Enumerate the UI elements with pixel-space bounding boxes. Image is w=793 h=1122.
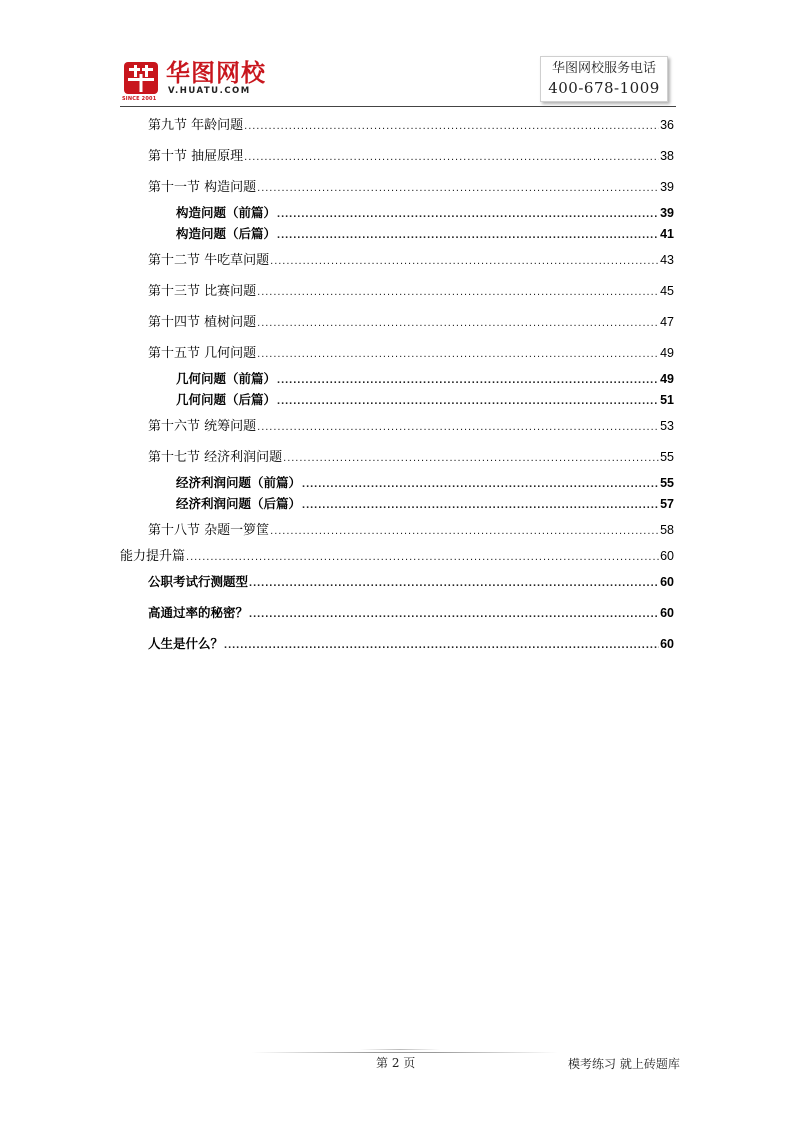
toc-entry-page: 60 xyxy=(660,637,674,651)
toc-entry[interactable] xyxy=(148,604,674,622)
toc-leader-dots xyxy=(277,226,659,244)
toc-leader-dots xyxy=(302,496,659,514)
toc-entry-title: 第十五节 几何问题 xyxy=(148,346,257,361)
header-divider xyxy=(120,106,676,107)
toc-entry-title: 几何问题（前篇） xyxy=(176,371,277,386)
toc-entry-title: 经济利润问题（前篇） xyxy=(176,475,302,490)
toc-entry-page: 60 xyxy=(660,606,674,620)
toc-entry-title: 构造问题（后篇） xyxy=(176,226,277,241)
logo-since-text: SINCE 2001 xyxy=(122,96,157,102)
toc-entry-page: 58 xyxy=(660,523,674,537)
toc-entry[interactable] xyxy=(148,448,674,466)
toc-entry[interactable] xyxy=(148,251,674,269)
toc-entry-page: 39 xyxy=(660,180,674,194)
toc-leader-dots xyxy=(244,148,659,166)
toc-entry[interactable] xyxy=(148,417,674,435)
toc-entry-page: 51 xyxy=(660,393,674,407)
toc-entry-title: 构造问题（前篇） xyxy=(176,205,277,220)
toc-entry-page: 53 xyxy=(660,419,674,433)
toc-entry[interactable] xyxy=(148,573,674,591)
toc-entry-title: 第十八节 杂题一箩筐 xyxy=(148,523,270,538)
toc-entry-page: 41 xyxy=(660,227,674,241)
footer-slogan: 模考练习 就上砖题库 xyxy=(568,1057,680,1071)
toc-entry[interactable] xyxy=(148,344,674,362)
toc-entry-title: 第十一节 构造问题 xyxy=(148,180,257,195)
toc-leader-dots xyxy=(257,418,659,436)
toc-leader-dots xyxy=(249,574,659,592)
service-hotline-box xyxy=(540,56,668,102)
toc-entry[interactable] xyxy=(148,147,674,165)
toc-entry-page: 57 xyxy=(660,497,674,511)
toc-entry[interactable] xyxy=(148,521,674,539)
toc-entry-title: 人生是什么？ xyxy=(148,636,224,651)
toc-leader-dots xyxy=(257,283,659,301)
toc-entry-title: 第十二节 牛吃草问题 xyxy=(148,253,270,268)
toc-subentry[interactable] xyxy=(176,204,674,222)
toc-entry-title: 第十节 抽屉原理 xyxy=(148,149,244,164)
toc-part-entry[interactable] xyxy=(120,547,674,565)
toc-entry-page: 47 xyxy=(660,315,674,329)
page-header xyxy=(0,0,793,110)
footer-decorative-line xyxy=(360,1049,440,1050)
toc-entry[interactable] xyxy=(148,313,674,331)
toc-subentry[interactable] xyxy=(176,370,674,388)
toc-leader-dots xyxy=(270,252,659,270)
toc-entry-page: 38 xyxy=(660,149,674,163)
toc-entry-page: 55 xyxy=(660,476,674,490)
toc-entry-title: 第十三节 比赛问题 xyxy=(148,284,257,299)
toc-entry-page: 39 xyxy=(660,206,674,220)
toc-leader-dots xyxy=(277,371,659,389)
toc-leader-dots xyxy=(257,179,659,197)
toc-entry[interactable] xyxy=(148,282,674,300)
toc-entry-page: 55 xyxy=(660,450,674,464)
toc-entry-page: 36 xyxy=(660,118,674,132)
toc-entry-title: 第十七节 经济利润问题 xyxy=(148,450,283,465)
toc-entry-page: 45 xyxy=(660,284,674,298)
toc-entry[interactable] xyxy=(148,635,674,653)
toc-entry-page: 49 xyxy=(660,372,674,386)
toc-leader-dots xyxy=(277,205,659,223)
toc-entry-title: 经济利润问题（后篇） xyxy=(176,496,302,511)
toc-leader-dots xyxy=(283,449,659,467)
logo-wordmark xyxy=(166,60,266,96)
toc-subentry[interactable] xyxy=(176,225,674,243)
toc-subentry[interactable] xyxy=(176,391,674,409)
toc-entry-page: 43 xyxy=(660,253,674,267)
toc-entry-page: 60 xyxy=(660,575,674,589)
toc-leader-dots xyxy=(257,345,659,363)
toc-entry-title: 公职考试行测题型 xyxy=(148,574,249,589)
toc-leader-dots xyxy=(186,548,659,566)
logo-url: V.HUATU.COM xyxy=(168,86,251,96)
toc-entry-title: 能力提升篇 xyxy=(120,549,186,564)
toc-entry[interactable] xyxy=(148,178,674,196)
toc-leader-dots xyxy=(257,314,659,332)
toc-leader-dots xyxy=(244,117,659,135)
toc-leader-dots xyxy=(249,605,659,623)
toc-entry-page: 60 xyxy=(660,549,674,563)
huatu-logo[interactable] xyxy=(122,60,266,102)
toc-entry-title: 高通过率的秘密？ xyxy=(148,605,249,620)
toc-entry-page: 49 xyxy=(660,346,674,360)
logo-chinese-name: 华图网校 xyxy=(166,59,266,87)
toc-entry-title: 几何问题（后篇） xyxy=(176,392,277,407)
toc-entry-title: 第十四节 植树问题 xyxy=(148,315,257,330)
toc-subentry[interactable] xyxy=(176,474,674,492)
toc-entry-title: 第十六节 统筹问题 xyxy=(148,419,257,434)
huatu-logo-icon xyxy=(122,60,160,102)
toc-leader-dots xyxy=(270,522,659,540)
toc-entry-title: 第九节 年龄问题 xyxy=(148,118,244,133)
toc-leader-dots xyxy=(302,475,659,493)
hotline-label: 华图网校服务电话 xyxy=(551,61,656,76)
toc-leader-dots xyxy=(277,392,659,410)
toc-leader-dots xyxy=(224,636,659,654)
page-number: 第 2 页 xyxy=(376,1056,416,1070)
footer-divider xyxy=(252,1052,558,1053)
toc-subentry[interactable] xyxy=(176,495,674,513)
hotline-number: 400-678-1009 xyxy=(548,79,660,97)
toc-entry[interactable] xyxy=(148,116,674,134)
